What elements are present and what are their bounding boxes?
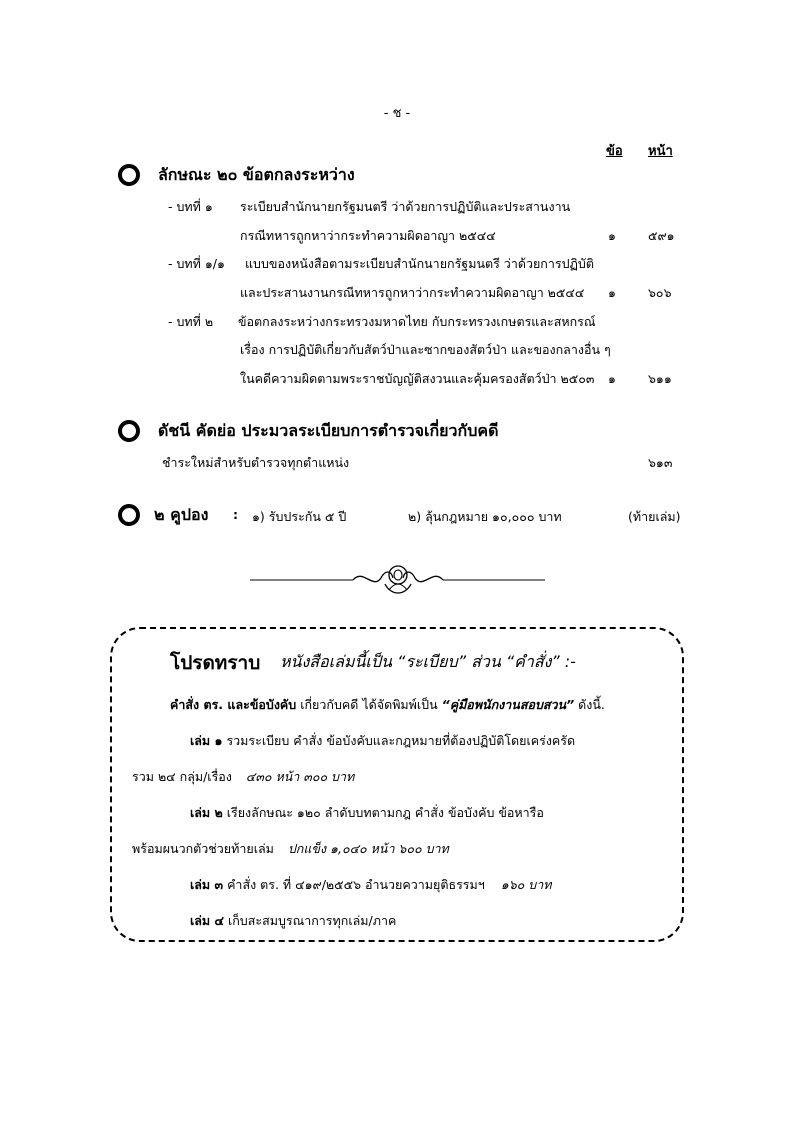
column-header-item: ข้อ [606,144,623,159]
entry-text: ในคดีความผิดตามพระราชบัญญัติสงวนและคุ้มครองสัตว์ป่า ๒๕๐๓ [240,371,595,386]
column-header-page: หน้า [648,144,673,159]
volume-4: เล่ม ๔ เก็บสะสมบูรณาการทุกเล่ม/ภาค [190,913,397,928]
entry-page: ๖๐๖ [648,285,672,300]
section-line: ชำระใหม่สำหรับตำรวจทุกตำแหน่ง [162,455,350,470]
entry-label: - บทที่ ๑ [168,199,213,214]
coupon-title: ๒ คูปอง [154,505,209,524]
volume-1: เล่ม ๑ รวมระเบียบ คำสั่ง ข้อบังคับและกฎหมายที่ต้องปฏิบัติโดยเคร่งครัด [190,733,576,748]
entry-text: เรื่อง การปฏิบัติเกี่ยวกับสัตว์ป่าและซากของสัตว์ป่า และของกลางอื่น ๆ [240,342,611,357]
entry-text: ระเบียบสำนักนายกรัฐมนตรี ว่าด้วยการปฏิบัติและประสานงาน [240,199,571,214]
entry-page: ๖๑๑ [648,371,672,386]
entry-item: ๑ [608,285,616,300]
notice-title: โปรดทราบ [170,652,261,674]
coupon-colon: : [233,507,238,522]
notice-subtitle: หนังสือเล่มนี้เป็น “ระเบียบ” ส่วน “คำสั่ง” :- [280,652,576,671]
coupon-item: ๒) ลุ้นกฎหมาย ๑๐,๐๐๐ บาท [408,509,562,524]
entry-item: ๑ [608,371,616,386]
coupon-location: (ท้ายเล่ม) [628,509,681,524]
entry-label: - บทที่ ๒ [168,314,214,329]
entry-text: และประสานงานกรณีทหารถูกหาว่ากระทำความผิดอาญา ๒๕๔๔ [240,285,585,300]
volume-2: เล่ม ๒ เรียงลักษณะ ๑๒๐ ลำดับบทตามกฎ คำสั่ง ข้อบังคับ ข้อหารือ [190,805,544,820]
bullet-icon [118,164,140,186]
entry-label: - บทที่ ๑/๑ [168,256,225,271]
section-page: ๖๑๓ [648,455,673,470]
volume-2-details: พร้อมผนวกตัวช่วยท้ายเล่ม ปกแข็ง ๑,๐๔๐ หน้า ๖๐๐ บาท [132,841,449,856]
entry-text: ข้อตกลงระหว่างกระทรวงมหาดไทย กับกระทรวงเกษตรและสหกรณ์ [238,314,596,329]
bullet-icon [118,420,140,442]
page-number: - ช - [383,106,411,121]
entry-text: แบบของหนังสือตามระเบียบสำนักนายกรัฐมนตรี ว่าด้วยการปฏิบัติ [245,256,594,271]
coupon-item: ๑) รับประกัน ๕ ปี [252,509,347,524]
entry-page: ๕๙๑ [648,228,675,243]
section-title: ลักษณะ ๒๐ ข้อตกลงระหว่าง [158,165,355,184]
volume-1-details: รวม ๒๔ กลุ่ม/เรื่อง ๔๓๐ หน้า ๓๐๐ บาท [132,769,355,784]
ornament-divider-icon [245,560,550,600]
volume-3: เล่ม ๓ คำสั่ง ตร. ที่ ๔๑๙/๒๕๕๖ อำนวยความยุติธรรมฯ ๑๖๐ บาท [190,877,552,892]
entry-item: ๑ [608,228,616,243]
section-title: ดัชนี คัดย่อ ประมวลระเบียบการตำรวจเกี่ยวกับคดี [158,421,499,440]
bullet-icon [118,504,140,526]
entry-text: กรณีทหารถูกหาว่ากระทำความผิดอาญา ๒๕๔๔ [240,228,496,243]
notice-intro: คำสั่ง ตร. และข้อบังคับ เกี่ยวกับคดี ได้จัดพิมพ์เป็น “คู่มือพนักงานสอบสวน” ดังนี้. [170,697,605,712]
